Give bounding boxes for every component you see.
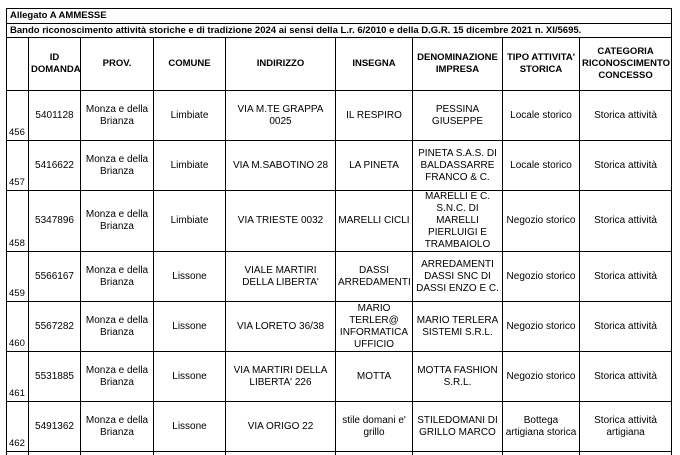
denominazione-cell: MARELLI E C. S.N.C. DI MARELLI PIERLUIGI E TRAMBAIOLO bbox=[413, 191, 503, 252]
row-number: 461 bbox=[7, 352, 29, 402]
id-domanda-cell: 5566167 bbox=[29, 252, 81, 302]
id-domanda-cell: 5347896 bbox=[29, 191, 81, 252]
categoria-cell: Storica attività bbox=[580, 141, 672, 191]
insegna-cell: IL RESPIRO bbox=[336, 91, 413, 141]
header-categoria: CATEGORIA RICONOSCIMENTO CONCESSO bbox=[580, 38, 672, 91]
comune-cell: Lissone bbox=[154, 352, 226, 402]
id-domanda-cell: 5416622 bbox=[29, 141, 81, 191]
header-prov: PROV. bbox=[81, 38, 154, 91]
header-tipo: TIPO ATTIVITA' STORICA bbox=[503, 38, 580, 91]
indirizzo-cell: VIA MARTIRI DELLA LIBERTA' 226 bbox=[226, 352, 336, 402]
cut-cell bbox=[580, 452, 672, 455]
comune-cell: Lissone bbox=[154, 252, 226, 302]
insegna-cell: MARELLI CICLI bbox=[336, 191, 413, 252]
prov-cell: Monza e della Brianza bbox=[81, 141, 154, 191]
categoria-cell: Storica attività artigiana bbox=[580, 402, 672, 452]
cut-cell bbox=[226, 452, 336, 455]
table-row bbox=[7, 402, 672, 452]
indirizzo-cell: VIA M.TE GRAPPA 0025 bbox=[226, 91, 336, 141]
cut-cell bbox=[503, 452, 580, 455]
denominazione-cell: ARREDAMENTI DASSI SNC DI DASSI ENZO E C. bbox=[413, 252, 503, 302]
categoria-cell: Storica attività bbox=[580, 191, 672, 252]
table-row bbox=[7, 352, 672, 402]
tipo-cell: Negozio storico bbox=[503, 352, 580, 402]
cut-cell bbox=[81, 452, 154, 455]
tipo-cell: Locale storico bbox=[503, 91, 580, 141]
insegna-cell: MARIO TERLER@ INFORMATICA UFFICIO bbox=[336, 302, 413, 352]
admissions-table bbox=[6, 8, 672, 455]
categoria-cell: Storica attività bbox=[580, 352, 672, 402]
tipo-cell: Bottega artigiana storica bbox=[503, 402, 580, 452]
table-row bbox=[7, 302, 672, 352]
indirizzo-cell: VIA ORIGO 22 bbox=[226, 402, 336, 452]
prov-cell: Monza e della Brianza bbox=[81, 402, 154, 452]
prov-cell: Monza e della Brianza bbox=[81, 252, 154, 302]
table-row bbox=[7, 141, 672, 191]
header-denominazione: DENOMINAZIONE IMPRESA bbox=[413, 38, 503, 91]
row-number: 457 bbox=[7, 141, 29, 191]
insegna-cell: MOTTA bbox=[336, 352, 413, 402]
tipo-cell: Negozio storico bbox=[503, 191, 580, 252]
indirizzo-cell: VIA LORETO 36/38 bbox=[226, 302, 336, 352]
document-title: Allegato A AMMESSE bbox=[7, 9, 672, 24]
row-number: 460 bbox=[7, 302, 29, 352]
comune-cell: Limbiate bbox=[154, 141, 226, 191]
prov-cell: Monza e della Brianza bbox=[81, 302, 154, 352]
id-domanda-cell: 5491362 bbox=[29, 402, 81, 452]
cut-cell bbox=[413, 452, 503, 455]
categoria-cell: Storica attività bbox=[580, 302, 672, 352]
row-number: 462 bbox=[7, 402, 29, 452]
header-comune: COMUNE bbox=[154, 38, 226, 91]
id-domanda-cell: 5401128 bbox=[29, 91, 81, 141]
comune-cell: Lissone bbox=[154, 302, 226, 352]
insegna-cell: stile domani e' grillo bbox=[336, 402, 413, 452]
tipo-cell: Negozio storico bbox=[503, 302, 580, 352]
comune-cell: Limbiate bbox=[154, 191, 226, 252]
categoria-cell: Storica attività bbox=[580, 252, 672, 302]
comune-cell: Lissone bbox=[154, 402, 226, 452]
denominazione-cell: STILEDOMANI DI GRILLO MARCO bbox=[413, 402, 503, 452]
header-insegna: INSEGNA bbox=[336, 38, 413, 91]
row-number: 458 bbox=[7, 191, 29, 252]
cut-cell bbox=[29, 452, 81, 455]
denominazione-cell: MARIO TERLERA SISTEMI S.R.L. bbox=[413, 302, 503, 352]
table-row bbox=[7, 191, 672, 252]
cut-cell bbox=[7, 452, 29, 455]
denominazione-cell: PESSINA GIUSEPPE bbox=[413, 91, 503, 141]
denominazione-cell: PINETA S.A.S. DI BALDASSARRE FRANCO & C. bbox=[413, 141, 503, 191]
prov-cell: Monza e della Brianza bbox=[81, 352, 154, 402]
row-number: 459 bbox=[7, 252, 29, 302]
prov-cell: Monza e della Brianza bbox=[81, 191, 154, 252]
header-indirizzo: INDIRIZZO bbox=[226, 38, 336, 91]
tipo-cell: Negozio storico bbox=[503, 252, 580, 302]
id-domanda-cell: 5531885 bbox=[29, 352, 81, 402]
comune-cell: Limbiate bbox=[154, 91, 226, 141]
cut-cell bbox=[154, 452, 226, 455]
header-rownum bbox=[7, 38, 29, 91]
document-subtitle: Bando riconoscimento attività storiche e di tradizione 2024 ai sensi della L.r. 6/2010 e della D.G.R. 15 dicembre 2021 n. XI/5695. bbox=[7, 24, 672, 38]
denominazione-cell: MOTTA FASHION S.R.L. bbox=[413, 352, 503, 402]
categoria-cell: Storica attività bbox=[580, 91, 672, 141]
insegna-cell: DASSI ARREDAMENTI bbox=[336, 252, 413, 302]
prov-cell: Monza e della Brianza bbox=[81, 91, 154, 141]
table-row-cut bbox=[7, 452, 672, 455]
header-id: ID DOMANDA bbox=[29, 38, 81, 91]
insegna-cell: LA PINETA bbox=[336, 141, 413, 191]
indirizzo-cell: VIA M.SABOTINO 28 bbox=[226, 141, 336, 191]
indirizzo-cell: VIALE MARTIRI DELLA LIBERTA' bbox=[226, 252, 336, 302]
indirizzo-cell: VIA TRIESTE 0032 bbox=[226, 191, 336, 252]
id-domanda-cell: 5567282 bbox=[29, 302, 81, 352]
tipo-cell: Locale storico bbox=[503, 141, 580, 191]
row-number: 456 bbox=[7, 91, 29, 141]
table-body bbox=[7, 91, 672, 455]
table-row bbox=[7, 252, 672, 302]
table-row bbox=[7, 91, 672, 141]
cut-cell bbox=[336, 452, 413, 455]
